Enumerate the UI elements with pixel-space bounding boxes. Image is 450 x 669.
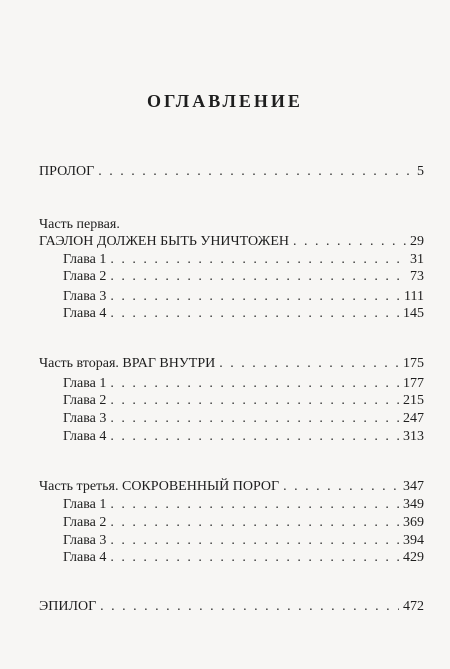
entry-label: Глава 3: [63, 533, 107, 548]
entry-page: 29: [410, 234, 424, 249]
entry-label: Глава 2: [63, 393, 107, 408]
entry-label: Глава 4: [63, 306, 107, 321]
dot-leader: [110, 288, 400, 306]
entry-label: Глава 4: [63, 550, 107, 565]
entry-label: ПРОЛОГ: [39, 164, 95, 179]
toc-entry-chapter: [63, 251, 424, 269]
entry-label: Глава 3: [63, 411, 107, 426]
dot-leader: [110, 375, 399, 393]
entry-page: 5: [417, 164, 424, 179]
entry-page: 215: [403, 393, 424, 408]
toc-entry-chapter: [63, 288, 424, 306]
part-caption: Часть первая.: [39, 217, 120, 232]
entry-page: 472: [403, 599, 424, 614]
toc-entry-chapter: [63, 410, 424, 428]
toc-entry-part-3: [39, 478, 424, 496]
entry-page: 347: [403, 479, 424, 494]
toc-entry-prologue: [39, 163, 424, 181]
entry-label: Глава 1: [63, 252, 107, 267]
toc-entry-part-2: [39, 355, 424, 373]
dot-leader: [98, 163, 413, 181]
dot-leader: [219, 355, 399, 373]
dot-leader: [100, 598, 399, 616]
toc-entry-chapter: [63, 428, 424, 446]
toc-entry-chapter: [63, 514, 424, 532]
entry-label: Глава 2: [63, 515, 107, 530]
dot-leader: [110, 268, 406, 286]
toc-entry-chapter: [63, 496, 424, 514]
entry-page: 429: [403, 550, 424, 565]
entry-label: ГАЭЛОН ДОЛЖЕН БЫТЬ УНИЧТОЖЕН: [39, 234, 289, 249]
entry-page: 111: [404, 289, 424, 304]
dot-leader: [110, 428, 399, 446]
dot-leader: [110, 496, 399, 514]
entry-label: Глава 1: [63, 376, 107, 391]
entry-page: 177: [403, 376, 424, 391]
dot-leader: [110, 514, 399, 532]
entry-label: Часть третья. СОКРОВЕННЫЙ ПОРОГ: [39, 479, 280, 494]
dot-leader: [110, 549, 399, 567]
dot-leader: [283, 478, 399, 496]
entry-label: Глава 3: [63, 289, 107, 304]
entry-page: 313: [403, 429, 424, 444]
entry-label: Глава 2: [63, 269, 107, 284]
toc-entry-chapter: [63, 375, 424, 393]
toc-entry-epilogue: [39, 598, 424, 616]
dot-leader: [110, 251, 406, 269]
entry-page: 394: [403, 533, 424, 548]
entry-label: ЭПИЛОГ: [39, 599, 97, 614]
entry-page: 369: [403, 515, 424, 530]
dot-leader: [110, 392, 399, 410]
dot-leader: [110, 305, 399, 323]
toc-entry-chapter: [63, 268, 424, 286]
toc-entry-part-1: [39, 233, 424, 251]
dot-leader: [110, 532, 399, 550]
entry-page: 349: [403, 497, 424, 512]
entry-label: Глава 4: [63, 429, 107, 444]
entry-page: 175: [403, 356, 424, 371]
entry-label: Глава 1: [63, 497, 107, 512]
page-title: ОГЛАВЛЕНИЕ: [147, 91, 303, 111]
toc-entry-chapter: [63, 305, 424, 323]
toc-entry-chapter: [63, 392, 424, 410]
entry-page: 31: [410, 252, 424, 267]
entry-label: Часть вторая. ВРАГ ВНУТРИ: [39, 356, 216, 371]
entry-page: 73: [410, 269, 424, 284]
entry-page: 247: [403, 411, 424, 426]
entry-page: 145: [403, 306, 424, 321]
toc-entry-chapter: [63, 549, 424, 567]
dot-leader: [293, 233, 406, 251]
toc-entry-chapter: [63, 532, 424, 550]
dot-leader: [110, 410, 399, 428]
